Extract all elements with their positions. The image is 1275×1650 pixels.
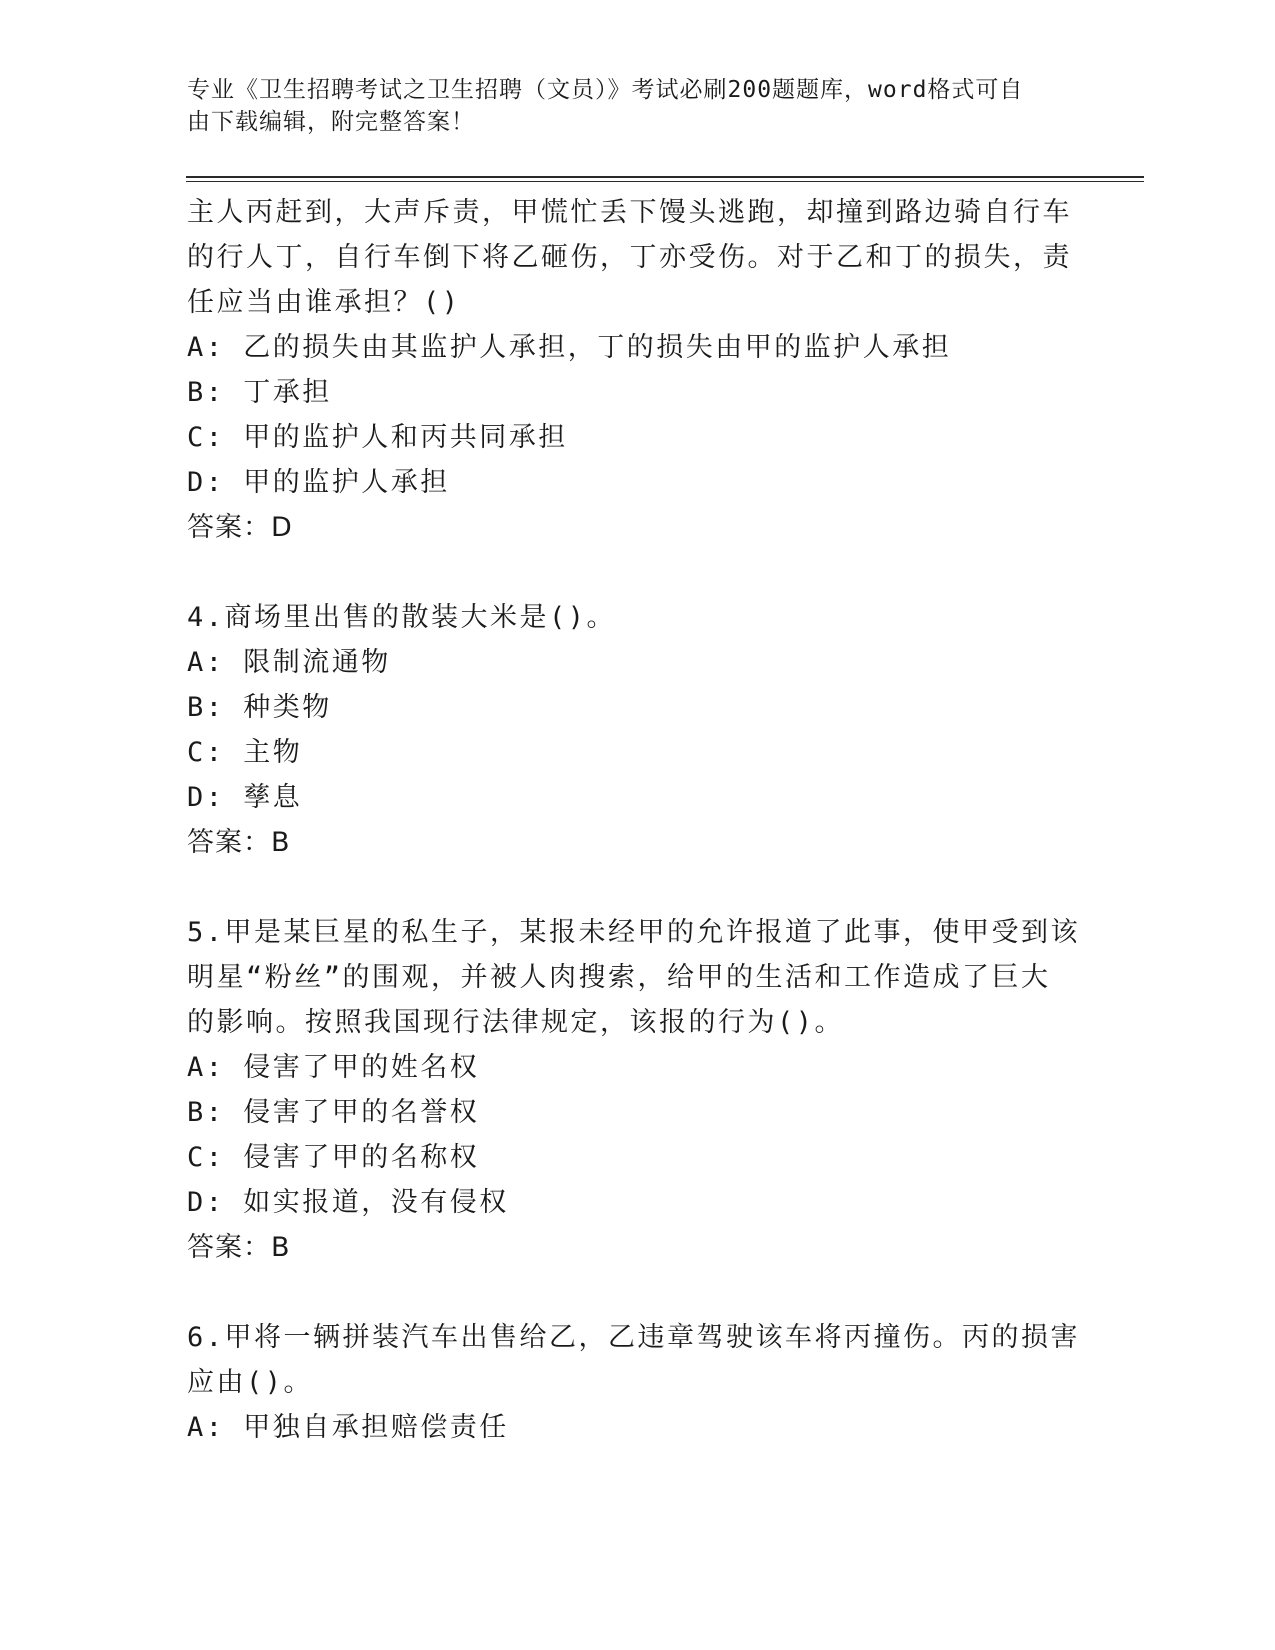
option-a: A: 甲独自承担赔偿责任 xyxy=(187,1412,509,1443)
question-text-line: 明星“粉丝”的围观，并被人肉搜索，给甲的生活和工作造成了巨大 xyxy=(187,962,1051,993)
question-4 xyxy=(187,595,1087,865)
question-5 xyxy=(187,910,1087,1270)
spacer xyxy=(187,865,1087,910)
header-line-1: 专业《卫生招聘考试之卫生招聘（文员）》考试必刷200题题库，word格式可自 xyxy=(187,77,1024,103)
option-d: D: 孳息 xyxy=(187,782,303,813)
question-3-continued xyxy=(187,190,1087,550)
answer-line: 答案：D xyxy=(187,512,293,543)
option-b: B: 种类物 xyxy=(187,692,332,723)
question-6 xyxy=(187,1315,1087,1450)
option-b: B: 侵害了甲的名誉权 xyxy=(187,1097,480,1128)
question-text-line: 的影响。按照我国现行法律规定，该报的行为()。 xyxy=(187,1007,845,1038)
option-a: A: 限制流通物 xyxy=(187,647,391,678)
question-text-line: 5.甲是某巨星的私生子，某报未经甲的允许报道了此事，使甲受到该 xyxy=(187,917,1081,948)
option-c: C: 侵害了甲的名称权 xyxy=(187,1142,480,1173)
spacer xyxy=(187,550,1087,595)
question-text-line: 任应当由谁承担？() xyxy=(187,287,461,318)
document-header xyxy=(187,74,1067,138)
header-line-2: 由下载编辑，附完整答案！ xyxy=(187,109,475,135)
spacer xyxy=(187,1270,1087,1315)
option-d: D: 如实报道，没有侵权 xyxy=(187,1187,509,1218)
question-text-line: 4.商场里出售的散装大米是()。 xyxy=(187,602,617,633)
question-text-line: 主人丙赶到，大声斥责，甲慌忙丢下馒头逃跑，却撞到路边骑自行车 xyxy=(187,197,1072,228)
option-b: B: 丁承担 xyxy=(187,377,332,408)
question-content xyxy=(187,190,1087,1450)
question-text-line: 6.甲将一辆拼装汽车出售给乙，乙违章驾驶该车将丙撞伤。丙的损害 xyxy=(187,1322,1081,1353)
answer-line: 答案：B xyxy=(187,827,291,858)
option-c: C: 主物 xyxy=(187,737,303,768)
question-text-line: 应由()。 xyxy=(187,1367,314,1398)
option-c: C: 甲的监护人和丙共同承担 xyxy=(187,422,568,453)
header-divider-thick xyxy=(186,176,1144,178)
header-divider-thin xyxy=(186,181,1144,182)
option-a: A: 乙的损失由其监护人承担，丁的损失由甲的监护人承担 xyxy=(187,332,952,363)
question-text-line: 的行人丁，自行车倒下将乙砸伤，丁亦受伤。对于乙和丁的损失，责 xyxy=(187,242,1072,273)
option-a: A: 侵害了甲的姓名权 xyxy=(187,1052,480,1083)
answer-line: 答案：B xyxy=(187,1232,291,1263)
option-d: D: 甲的监护人承担 xyxy=(187,467,450,498)
